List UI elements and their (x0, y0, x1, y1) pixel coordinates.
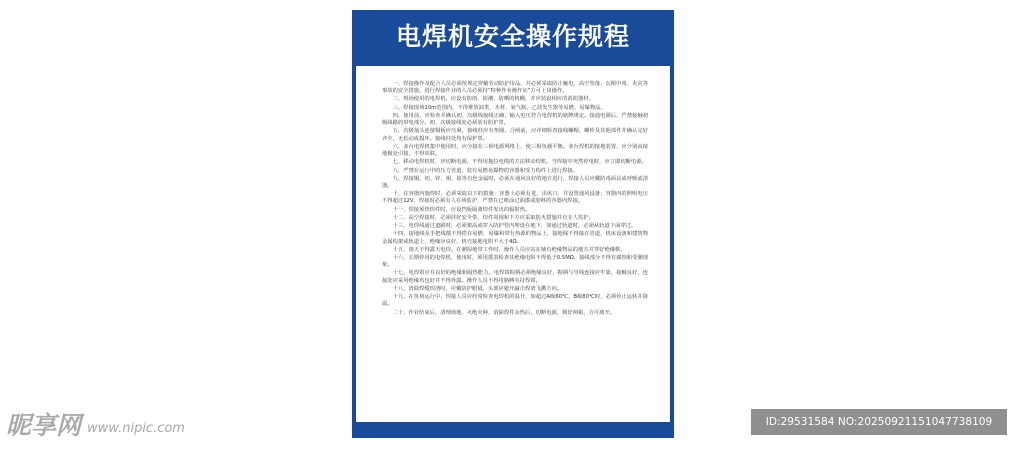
watermark-url: www.nipic.com (87, 421, 185, 436)
clause: 十五、雨天不得露天电焊。在潮湿地带工作时，操作人员应站在铺有绝缘物品的地方并穿好绝缘鞋。 (392, 246, 626, 253)
clause: 十八、清除焊缝焊渣时，应戴防护眼镜，头部应避开敲击焊渣飞溅方向。 (392, 285, 563, 292)
clause: 八、严禁在运行中的压力管道、装有易燃易爆物的容器和受力构件上进行焊接。 (392, 167, 578, 174)
clause: 四、使用前，应检查并确认初、次级线接线正确，输入电压符合电焊机的铭牌规定。接通电源后，严禁接触初级线路的带电部分。初、次级接线处必须装有防护罩。 (382, 112, 648, 127)
watermark-logo (6, 406, 185, 440)
clause: 二十、作业结束后，清理场地、灭绝火种，消除焊件余热后，切断电源，锁好闸箱，方可离开。 (392, 309, 616, 316)
image-id-stamp: ID:29531584 NO:20250921151047738109 (751, 409, 1007, 435)
clause: 六、多台电焊机集中使用时，应分接在三相电源网络上，使三相负载平衡。多台焊机的接地装置，应分别由接地极处引接，不得串联。 (382, 143, 648, 158)
clause: 十一、焊接预热焊件时，应设挡板隔离焊件发出的辐射热。 (392, 206, 531, 213)
clause: 十二、高空焊接时，必须挂好安全带，焊件周围和下方应采取防火措施并有专人监护。 (392, 214, 594, 221)
clause: 十三、电焊线通过道路时，必须架高或穿入防护管内埋设在地下，如通过轨道时，必须从轨道下面穿过。 (392, 223, 637, 230)
poster-body (356, 66, 670, 422)
safety-poster (352, 10, 674, 438)
clause: 一、焊接操作及配合人员必须按规定穿戴劳动防护用品，并必须采取防止触电、高空坠落、瓦斯中毒、火灾等事故的安全措施。进行焊接作业的人员必须持“特种作业操作证”方可上岗操作。 (382, 81, 648, 95)
clause: 七、移动电焊机时，应切断电源，不得用拖拉电缆的方法移动焊机。当焊接中突然停电时，应立即切断电源。 (392, 159, 647, 166)
clause: 十四、接地线及手把线都不得搭在易燃、易爆和带有热源的物品上，接地线不得接在管道、机床设备和建筑物金属构架或轨道上，绝缘应良好，机壳接地电阻不大于4Ω。 (382, 231, 648, 245)
clause: 二、现场使用的电焊机，应设有防雨、防潮、防晒的机棚，并应装设相应的消防器材。 (392, 96, 594, 103)
clause: 十九、在负荷运行中，焊接人员应经常检查电焊机的温升，如超过A级60℃、B级80℃时，必须停止运转并降温。 (382, 294, 648, 308)
clause: 五、次级抽头连接铜板应压紧，接线柱应有垫圈。合闸前，应详细检查接线螺帽、螺栓及其他部件并确认完好齐全，无松动或损坏。接线柱处均有保护罩。 (382, 128, 648, 142)
poster-title: 电焊机安全操作规程 (395, 22, 630, 51)
clause: 十七、电焊钳应有良好的绝缘和隔热能力。电焊钳握柄必须绝缘良好，握柄与导线连接应牢靠，接触良好，连接处应采用绝缘布包好并不得外露。操作人员不得用胳膊夹持焊钳。 (382, 270, 648, 284)
clause: 九、焊接铜、铝、锌、锡、铅等有色金属时，必须在通风良好的地方进行，焊接人员应戴防毒面具或呼吸滤清器。 (382, 175, 648, 189)
clause: 十六、长期停用的电焊机，使用时，须用摇表检查其绝缘电阻不得低于0.5MΩ，接线部分不得有腐蚀和受潮现象。 (382, 254, 648, 269)
clause: 十、在容器内施焊时，必须采取以下的措施：容器上必须有进、出风口，并设置通风设备；容器内的照明电压不得超过12V，焊接时必须有人在场监护，严禁在已喷涂过油漆或胶料的容器内焊接。 (382, 191, 648, 205)
clause: 三、焊接现场10m范围内，不得堆放油类、木材、氧气瓶、乙炔发生器等易燃、易爆物品。 (392, 104, 606, 111)
watermark-logo-text: 昵享网 (6, 411, 82, 440)
